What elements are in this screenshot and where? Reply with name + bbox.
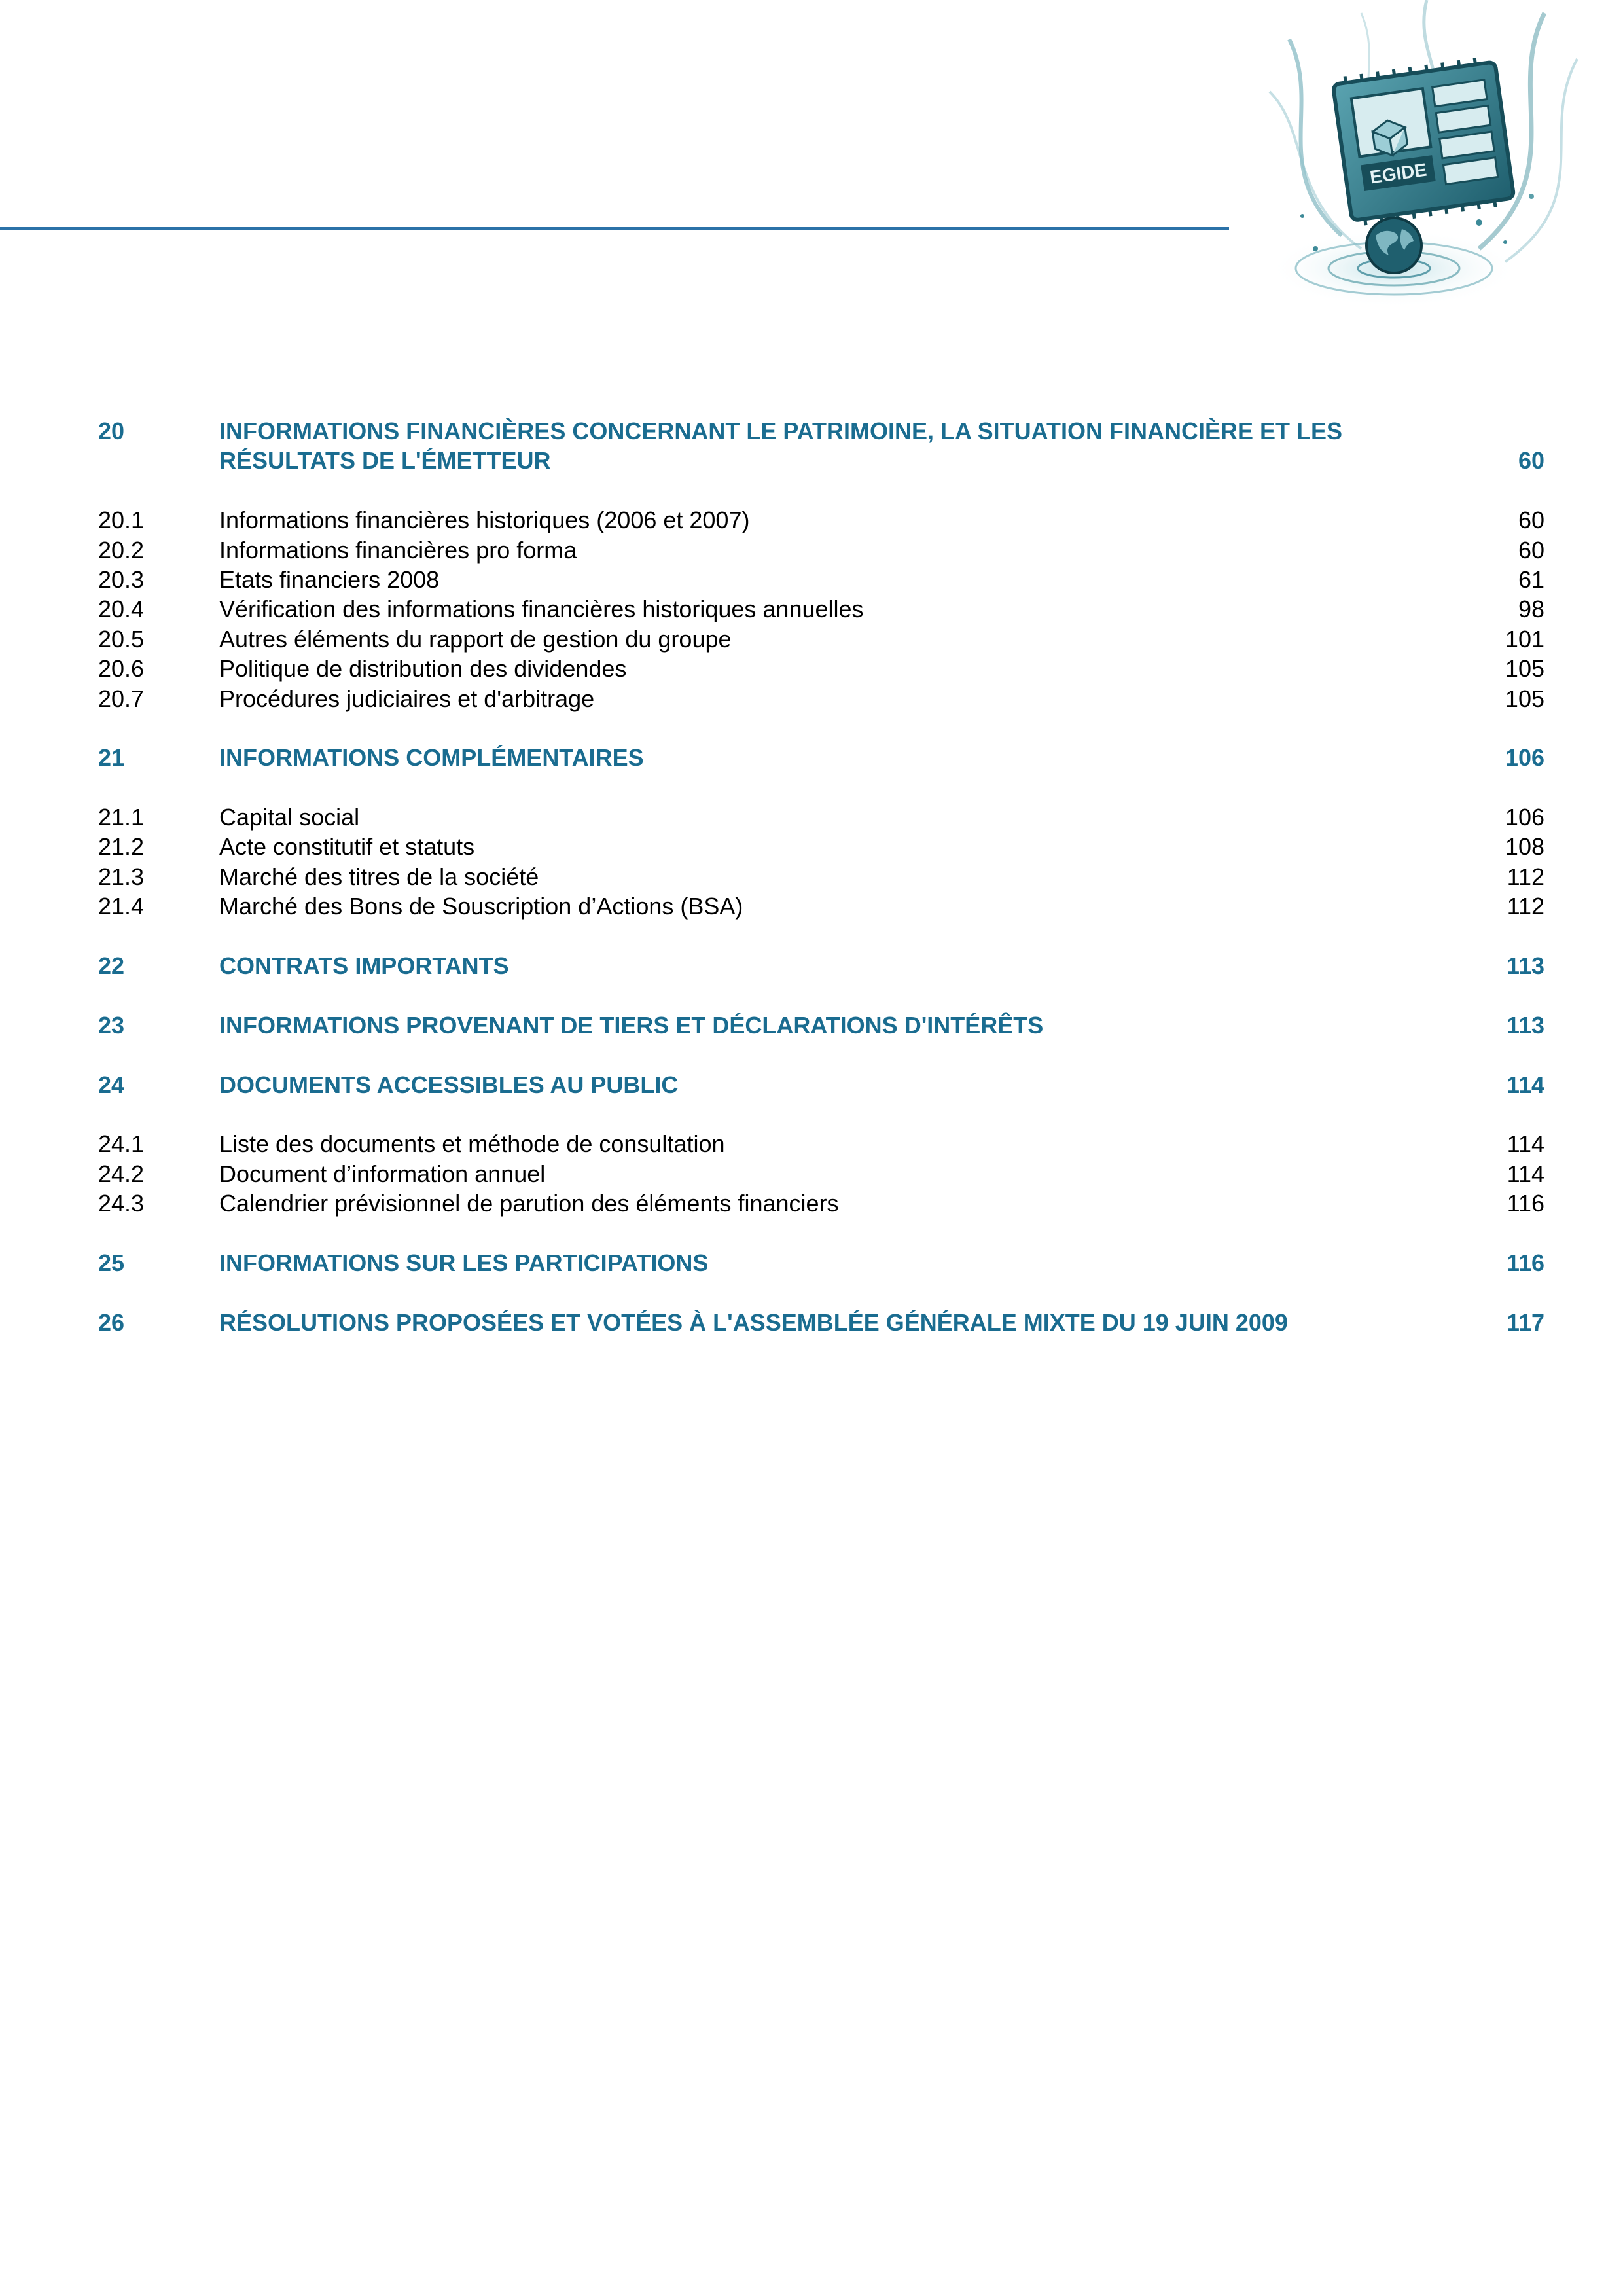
toc-subsection-row[interactable] <box>98 862 1544 891</box>
table-of-contents <box>98 416 1544 1337</box>
toc-subsection-row[interactable] <box>98 594 1544 624</box>
toc-subsection-row[interactable] <box>98 832 1544 861</box>
section-title: INFORMATIONS FINANCIÈRES CONCERNANT LE PATRIMOINE, LA SITUATION FINANCIÈRE ET LES RÉSULTATS DE L'ÉMETTEUR <box>219 418 1342 475</box>
subsection-number: 20.6 <box>98 655 145 683</box>
toc-section-row[interactable] <box>98 1011 1544 1040</box>
svg-text:EGIDE: EGIDE <box>1368 159 1428 188</box>
toc-section-row[interactable] <box>98 1248 1544 1278</box>
section-title: RÉSOLUTIONS PROPOSÉES ET VOTÉES À L'ASSEMBLÉE GÉNÉRALE MIXTE DU 19 JUIN 2009 <box>219 1308 1288 1336</box>
toc-subsection-row[interactable] <box>98 535 1544 565</box>
page-number: 112 <box>1507 863 1544 890</box>
toc-subsection-row[interactable] <box>98 1189 1544 1218</box>
subsection-number: 24.3 <box>98 1190 145 1217</box>
section-title: DOCUMENTS ACCESSIBLES AU PUBLIC <box>219 1071 679 1098</box>
toc-spacer <box>98 713 1544 743</box>
subsection-number: 21.2 <box>98 833 145 861</box>
toc-subsection-row[interactable] <box>98 891 1544 921</box>
subsection-number: 20.2 <box>98 536 145 564</box>
toc-spacer <box>98 1219 1544 1248</box>
section-title: INFORMATIONS SUR LES PARTICIPATIONS <box>219 1249 709 1276</box>
page-number: 60 <box>1518 447 1544 475</box>
subsection-number: 21.3 <box>98 863 145 890</box>
subsection-title: Informations financières pro forma <box>219 536 577 564</box>
toc-spacer <box>98 1278 1544 1307</box>
toc-subsection-row[interactable] <box>98 684 1544 713</box>
subsection-title: Capital social <box>219 804 360 831</box>
toc-section-row[interactable] <box>98 951 1544 980</box>
section-number: 22 <box>98 952 125 980</box>
subsection-title: Document d’information annuel <box>219 1160 546 1187</box>
page-number: 114 <box>1507 1160 1544 1187</box>
subsection-number: 21.4 <box>98 893 145 920</box>
page-number: 60 <box>1518 536 1544 564</box>
page-number: 60 <box>1518 507 1544 534</box>
subsection-title: Autres éléments du rapport de gestion du groupe <box>219 625 732 653</box>
page-number: 105 <box>1505 655 1544 683</box>
toc-section-row[interactable] <box>98 1308 1544 1337</box>
subsection-title: Marché des Bons de Souscription d’Actions (BSA) <box>219 893 743 920</box>
subsection-number: 24.1 <box>98 1130 145 1158</box>
page-number: 117 <box>1506 1308 1544 1336</box>
toc-subsection-row[interactable] <box>98 565 1544 594</box>
subsection-number: 20.4 <box>98 596 145 623</box>
subsection-title: Marché des titres de la société <box>219 863 539 890</box>
page-number: 116 <box>1507 1190 1544 1217</box>
section-number: 23 <box>98 1011 125 1039</box>
section-title: INFORMATIONS PROVENANT DE TIERS ET DÉCLARATIONS D'INTÉRÊTS <box>219 1011 1044 1039</box>
section-number: 25 <box>98 1249 125 1276</box>
section-number: 21 <box>98 744 125 772</box>
toc-subsection-row[interactable] <box>98 802 1544 832</box>
toc-subsection-row[interactable] <box>98 624 1544 654</box>
subsection-number: 20.7 <box>98 685 145 712</box>
subsection-number: 20.3 <box>98 565 145 593</box>
toc-subsection-row[interactable] <box>98 1129 1544 1158</box>
subsection-number: 20.5 <box>98 625 145 653</box>
page-number: 61 <box>1518 565 1544 593</box>
subsection-title: Liste des documents et méthode de consultation <box>219 1130 725 1158</box>
page-number: 106 <box>1505 804 1544 831</box>
page-number: 105 <box>1505 685 1544 712</box>
toc-section-row[interactable] <box>98 1070 1544 1100</box>
toc-spacer <box>98 922 1544 951</box>
subsection-number: 24.2 <box>98 1160 145 1187</box>
header-rule <box>0 227 1229 230</box>
page-number: 113 <box>1506 1011 1544 1039</box>
subsection-title: Informations financières historiques (2006 et 2007) <box>219 507 750 534</box>
subsection-title: Vérification des informations financières historiques annuelles <box>219 596 864 623</box>
subsection-number: 20.1 <box>98 507 145 534</box>
page-number: 112 <box>1507 893 1544 920</box>
toc-spacer <box>98 1040 1544 1069</box>
subsection-number: 21.1 <box>98 804 145 831</box>
subsection-title: Procédures judiciaires et d'arbitrage <box>219 685 595 712</box>
subsection-title: Calendrier prévisionnel de parution des éléments financiers <box>219 1190 839 1217</box>
toc-section-row[interactable] <box>98 743 1544 772</box>
page-number: 101 <box>1505 625 1544 653</box>
toc-subsection-row[interactable] <box>98 1159 1544 1189</box>
section-title: CONTRATS IMPORTANTS <box>219 952 509 980</box>
toc-section-row[interactable] <box>98 416 1544 476</box>
page-number: 114 <box>1507 1130 1544 1158</box>
toc-subsection-row[interactable] <box>98 654 1544 683</box>
subsection-title: Etats financiers 2008 <box>219 565 440 593</box>
egide-chip-illustration <box>1230 0 1623 327</box>
page-number: 116 <box>1506 1249 1544 1276</box>
section-number: 20 <box>98 418 125 444</box>
section-number: 26 <box>98 1308 125 1336</box>
subsection-title: Acte constitutif et statuts <box>219 833 475 861</box>
page-number: 113 <box>1506 952 1544 980</box>
toc-spacer <box>98 476 1544 505</box>
section-title: INFORMATIONS COMPLÉMENTAIRES <box>219 744 644 772</box>
page-number: 114 <box>1506 1071 1544 1098</box>
section-number: 24 <box>98 1071 125 1098</box>
page-number: 108 <box>1505 833 1544 861</box>
page-number: 106 <box>1505 744 1544 772</box>
toc-spacer <box>98 1100 1544 1129</box>
toc-spacer <box>98 773 1544 802</box>
toc-spacer <box>98 980 1544 1010</box>
page-number: 98 <box>1518 596 1544 623</box>
toc-subsection-row[interactable] <box>98 505 1544 535</box>
subsection-title: Politique de distribution des dividendes <box>219 655 627 683</box>
